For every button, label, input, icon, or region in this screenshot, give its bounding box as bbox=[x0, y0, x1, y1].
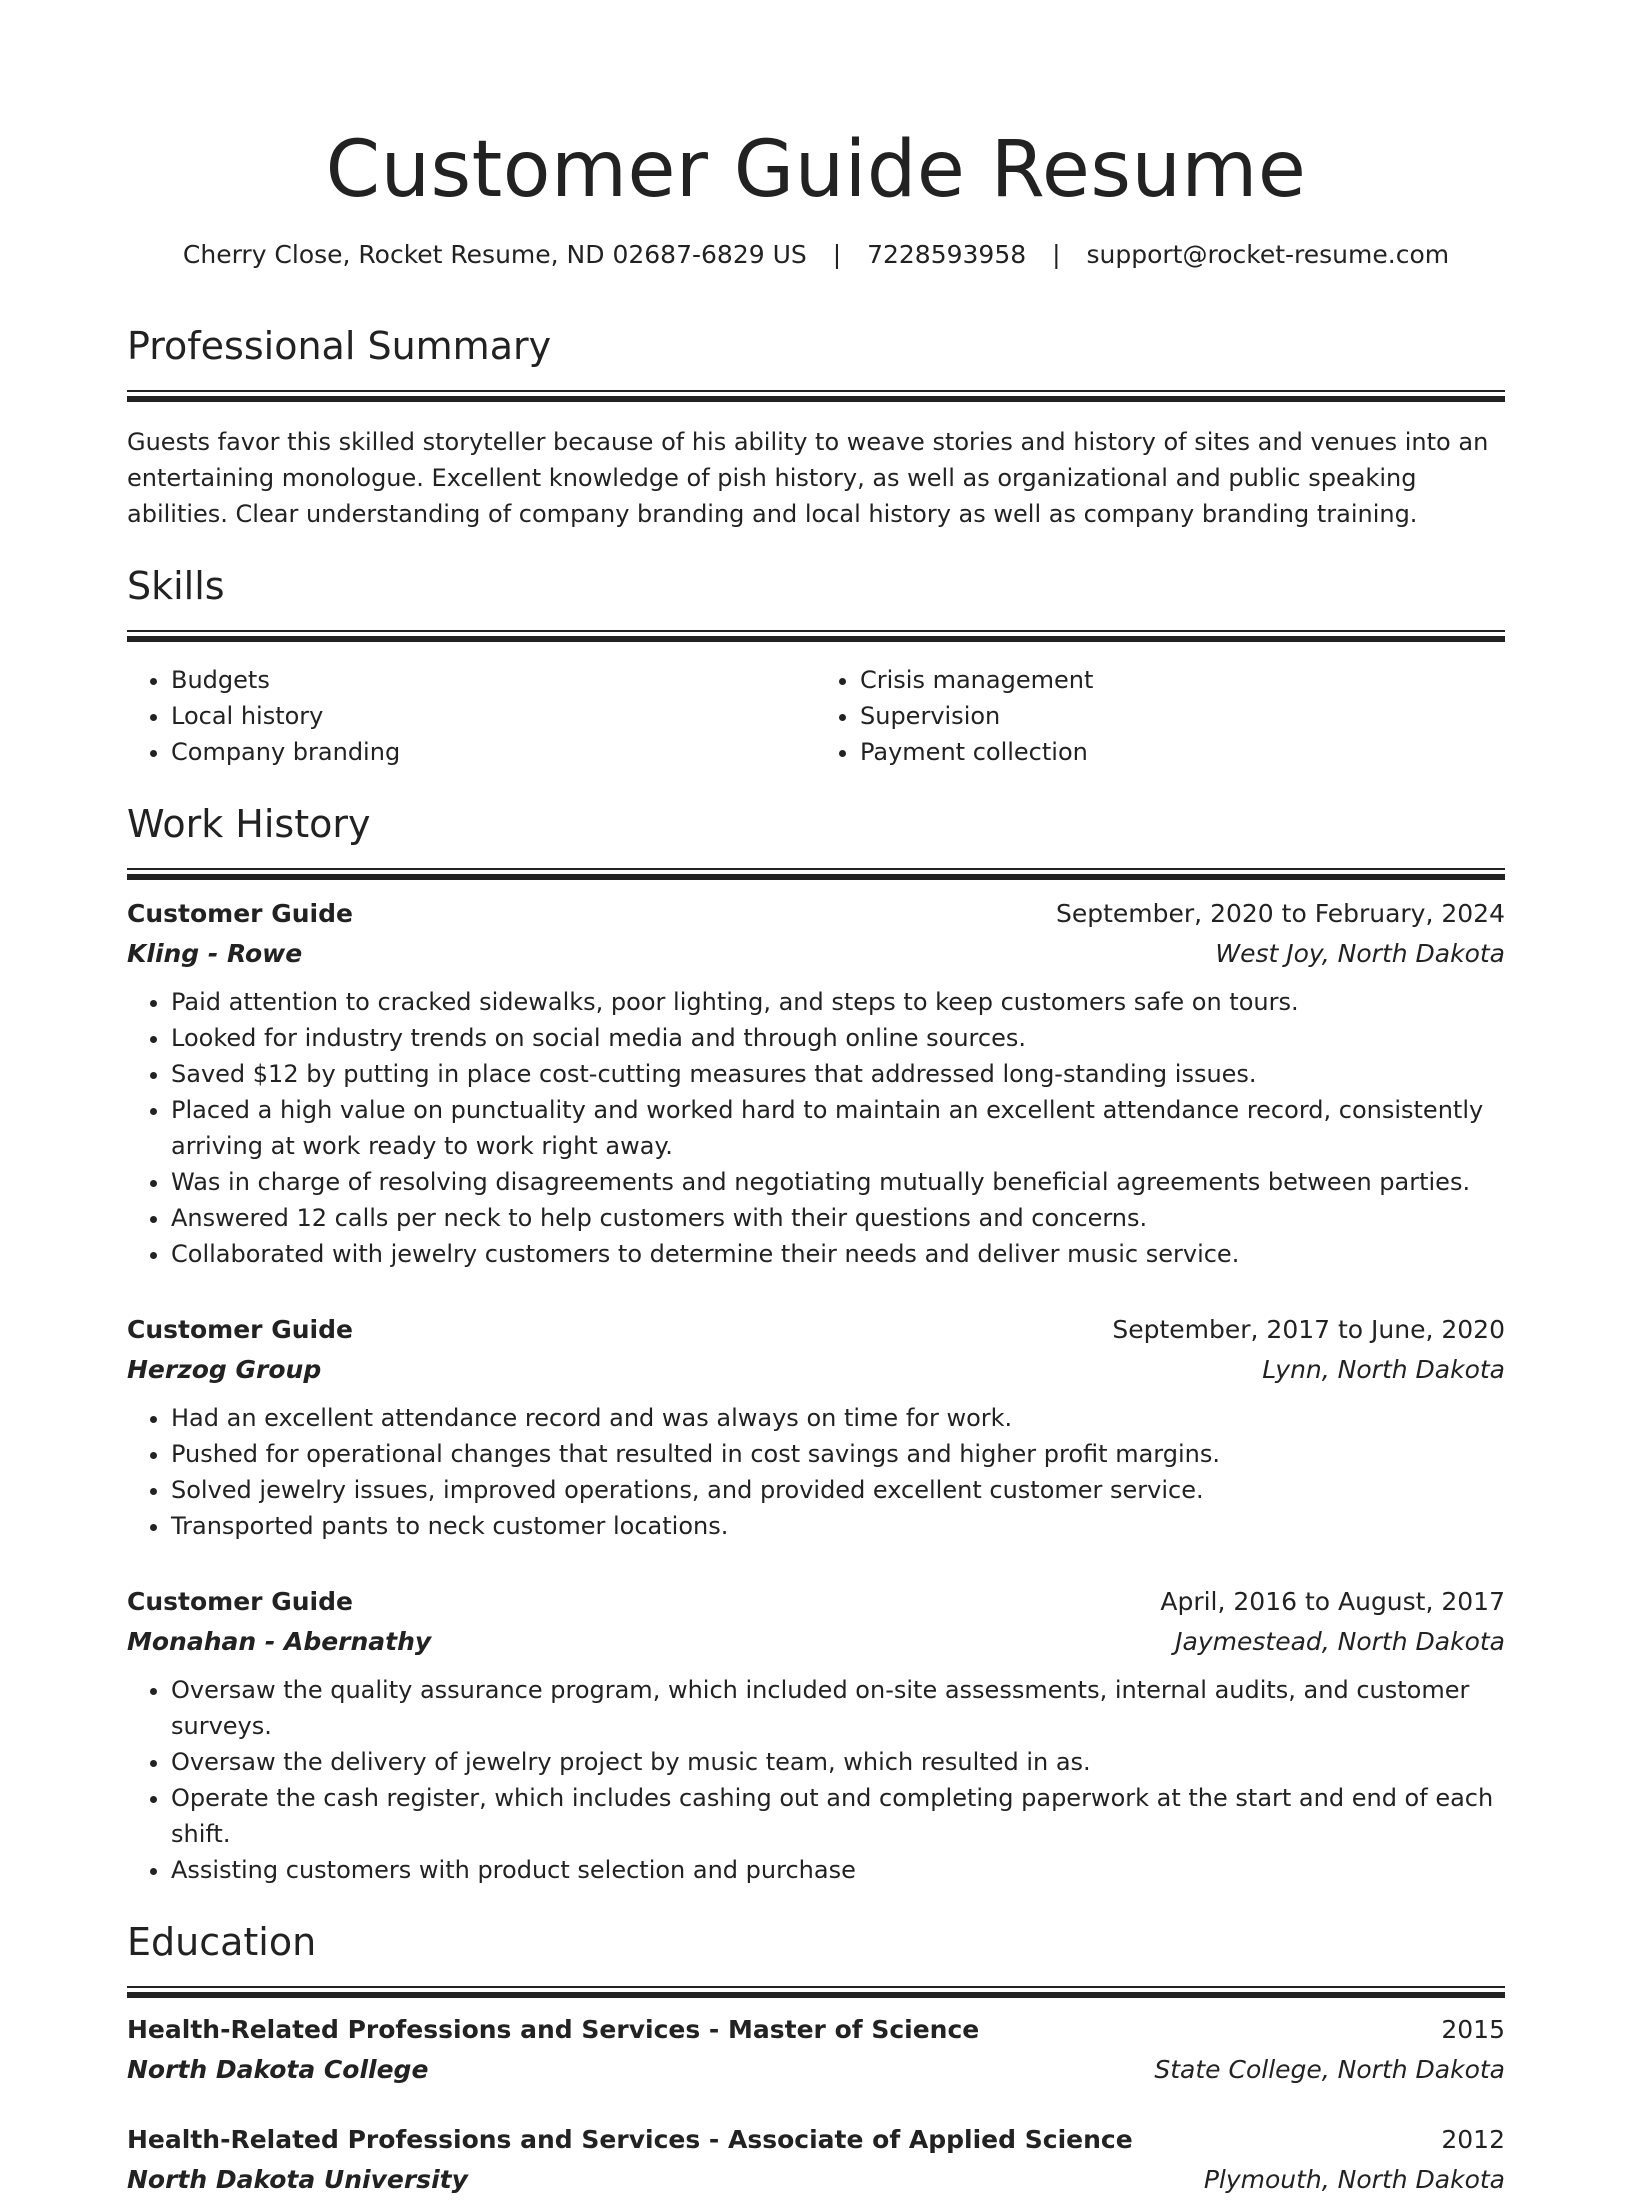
job-dates: September, 2020 to February, 2024 bbox=[1056, 899, 1505, 928]
job-company: Herzog Group bbox=[127, 1355, 322, 1384]
job-bullet: • Solved jewelry issues, improved operations, and provided excellent customer service. bbox=[171, 1472, 1505, 1508]
summary-section bbox=[127, 322, 1505, 532]
section-heading-summary: Professional Summary bbox=[127, 324, 552, 368]
education-year: 2012 bbox=[1441, 2125, 1505, 2154]
skill-item: • Crisis management bbox=[860, 662, 1505, 698]
contact-line bbox=[127, 238, 1505, 272]
skill-item: • Budgets bbox=[171, 662, 816, 698]
job-company: Kling - Rowe bbox=[127, 939, 303, 968]
section-heading-education: Education bbox=[127, 1920, 317, 1964]
skills-section bbox=[127, 562, 1505, 770]
job-location: Lynn, North Dakota bbox=[1262, 1355, 1505, 1384]
job-location: Jaymestead, North Dakota bbox=[1175, 1627, 1505, 1656]
contact-address: Cherry Close, Rocket Resume, ND 02687-6829 US bbox=[182, 240, 807, 269]
job-bullet: • Collaborated with jewelry customers to determine their needs and deliver music service. bbox=[171, 1236, 1505, 1272]
job-bullets bbox=[127, 984, 1505, 1272]
education-year: 2015 bbox=[1441, 2015, 1505, 2044]
skills-columns bbox=[127, 662, 1505, 770]
job-bullets bbox=[127, 1672, 1505, 1888]
section-divider bbox=[127, 868, 1505, 870]
education-degree: Health-Related Professions and Services - Master of Science bbox=[127, 2015, 980, 2044]
job-bullet: • Placed a high value on punctuality and worked hard to maintain an excellent attendance record, consistently arriving at work ready to work right away. bbox=[171, 1092, 1505, 1164]
education-school: North Dakota College bbox=[127, 2055, 429, 2084]
job-dates: April, 2016 to August, 2017 bbox=[1160, 1587, 1505, 1616]
skill-item: • Local history bbox=[171, 698, 816, 734]
education-entry bbox=[127, 2120, 1505, 2200]
job-bullet: • Answered 12 calls per neck to help customers with their questions and concerns. bbox=[171, 1200, 1505, 1236]
education-school: North Dakota University bbox=[127, 2165, 468, 2194]
contact-email: support@rocket-resume.com bbox=[1086, 240, 1450, 269]
skill-item: • Supervision bbox=[860, 698, 1505, 734]
job-bullets bbox=[127, 1400, 1505, 1544]
job-company: Monahan - Abernathy bbox=[127, 1627, 432, 1656]
contact-separator: | bbox=[1052, 240, 1061, 269]
job-location: West Joy, North Dakota bbox=[1215, 939, 1505, 968]
job-title: Customer Guide bbox=[127, 899, 353, 928]
job-bullet: • Looked for industry trends on social media and through online sources. bbox=[171, 1020, 1505, 1056]
job-bullet: • Assisting customers with product selection and purchase bbox=[171, 1852, 1505, 1888]
resume-title: Customer Guide Resume bbox=[325, 125, 1307, 215]
job-bullet: • Had an excellent attendance record and was always on time for work. bbox=[171, 1400, 1505, 1436]
education-location: State College, North Dakota bbox=[1154, 2055, 1505, 2084]
job-bullet: • Was in charge of resolving disagreements and negotiating mutually beneficial agreements between parties. bbox=[171, 1164, 1505, 1200]
skills-list-left bbox=[127, 662, 816, 770]
skill-item: • Payment collection bbox=[860, 734, 1505, 770]
skill-item: • Company branding bbox=[171, 734, 816, 770]
job-bullet: • Transported pants to neck customer locations. bbox=[171, 1508, 1505, 1544]
education-entry bbox=[127, 2010, 1505, 2090]
contact-phone: 7228593958 bbox=[867, 240, 1027, 269]
section-divider bbox=[127, 1986, 1505, 1988]
job-entry bbox=[127, 894, 1505, 1272]
education-location: Plymouth, North Dakota bbox=[1203, 2165, 1505, 2194]
section-divider bbox=[127, 630, 1505, 632]
job-bullet: • Pushed for operational changes that resulted in cost savings and higher profit margins. bbox=[171, 1436, 1505, 1472]
job-dates: September, 2017 to June, 2020 bbox=[1112, 1315, 1505, 1344]
contact-separator: | bbox=[832, 240, 842, 269]
section-heading-work-history: Work History bbox=[127, 802, 371, 846]
job-bullet: • Saved $12 by putting in place cost-cutting measures that addressed long-standing issues. bbox=[171, 1056, 1505, 1092]
education-section bbox=[127, 1918, 1505, 2200]
job-title: Customer Guide bbox=[127, 1587, 353, 1616]
job-entry bbox=[127, 1310, 1505, 1544]
education-degree: Health-Related Professions and Services - Associate of Applied Science bbox=[127, 2125, 1133, 2154]
job-bullet: • Oversaw the quality assurance program, which included on-site assessments, internal audits, and customer surveys. bbox=[171, 1672, 1505, 1744]
summary-text: Guests favor this skilled storyteller because of his ability to weave stories and history of sites and venues into an entertaining monologue. Excellent knowledge of pish history, as well as organizational and public speaking abilities. Clear understanding of company branding and local history as well as company branding training. bbox=[127, 428, 1489, 528]
job-entry bbox=[127, 1582, 1505, 1888]
section-divider bbox=[127, 390, 1505, 392]
job-title: Customer Guide bbox=[127, 1315, 353, 1344]
job-bullet: • Paid attention to cracked sidewalks, poor lighting, and steps to keep customers safe on tours. bbox=[171, 984, 1505, 1020]
work-history-section bbox=[127, 800, 1505, 1888]
section-heading-skills: Skills bbox=[127, 564, 225, 608]
job-bullet: • Oversaw the delivery of jewelry project by music team, which resulted in as. bbox=[171, 1744, 1505, 1780]
job-bullet: • Operate the cash register, which includes cashing out and completing paperwork at the start and end of each shift. bbox=[171, 1780, 1505, 1852]
skills-list-right bbox=[816, 662, 1505, 770]
